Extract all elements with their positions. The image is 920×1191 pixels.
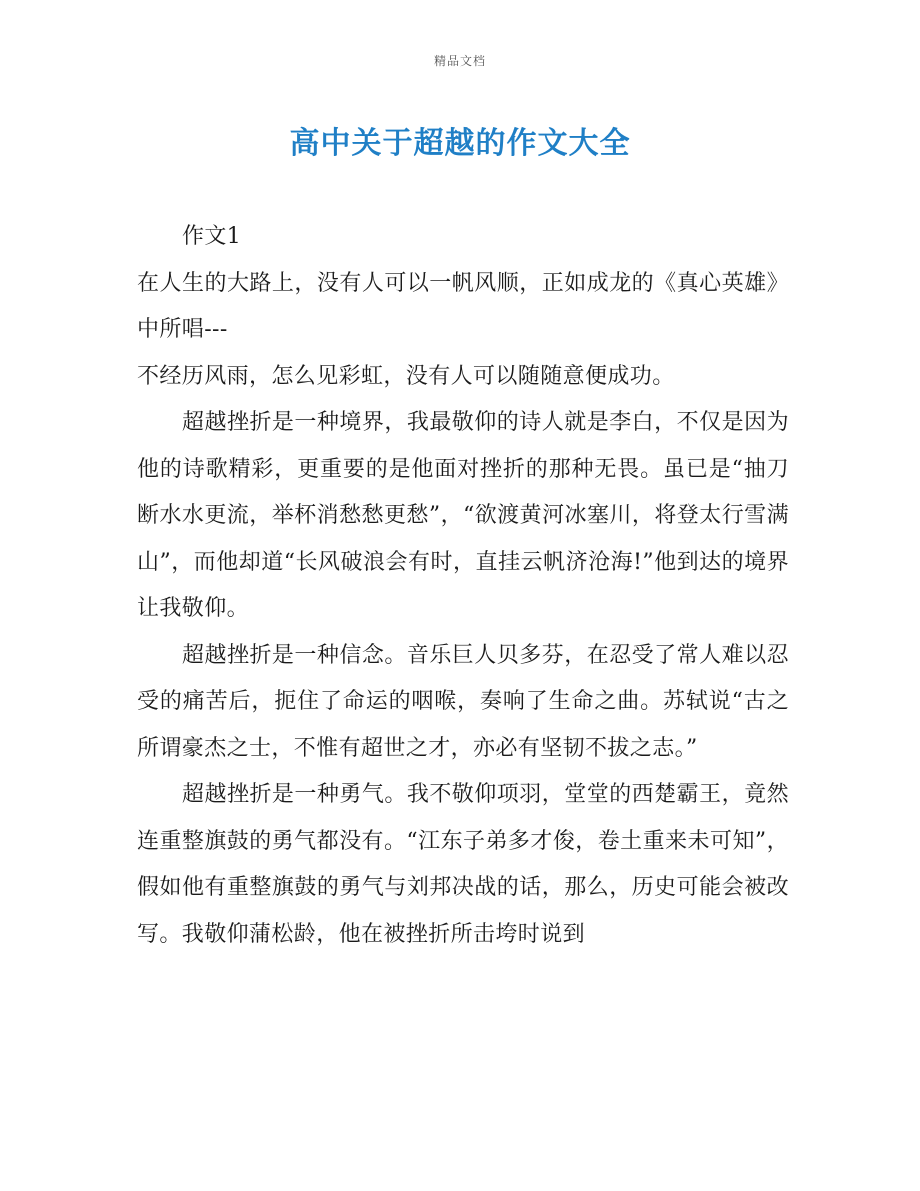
paragraph: 不经历风雨，怎么见彩虹，没有人可以随随意便成功。 bbox=[137, 363, 675, 389]
paragraph: 超越挫折是一种境界，我最敬仰的诗人就是李白，不仅是因为他的诗歌精彩，更重要的是他面对挫折的那种无畏。虽已是“抽刀断水水更流，举杯消愁愁更愁”，“欲渡黄河冰塞川，将登太行雪满山”，而他却道“长风破浪会有时，直挂云帆济沧海!”他到达的境界让我敬仰。 bbox=[137, 410, 789, 621]
paragraph: 在人生的大路上，没有人可以一帆风顺，正如成龙的《真心英雄》中所唱--- bbox=[137, 270, 789, 342]
paragraph: 超越挫折是一种信念。音乐巨人贝多芬，在忍受了常人难以忍受的痛苦后，扼住了命运的咽喉，奏响了生命之曲。苏轼说“古之所谓豪杰之士，不惟有超世之才，亦必有坚韧不拔之志。” bbox=[137, 642, 789, 761]
document-title: 高中关于超越的作文大全 bbox=[289, 126, 631, 161]
document-body bbox=[137, 214, 789, 958]
page-header: 精品文档 bbox=[433, 54, 486, 68]
paragraph: 超越挫折是一种勇气。我不敬仰项羽，堂堂的西楚霸王，竟然连重整旗鼓的勇气都没有。“江东子弟多才俊，卷土重来未可知”，假如他有重整旗鼓的勇气与刘邦决战的话，那么，历史可能会被改写。我敬仰蒲松龄，他在被挫折所击垮时说到 bbox=[137, 782, 789, 947]
section-label: 作文1 bbox=[182, 224, 242, 249]
